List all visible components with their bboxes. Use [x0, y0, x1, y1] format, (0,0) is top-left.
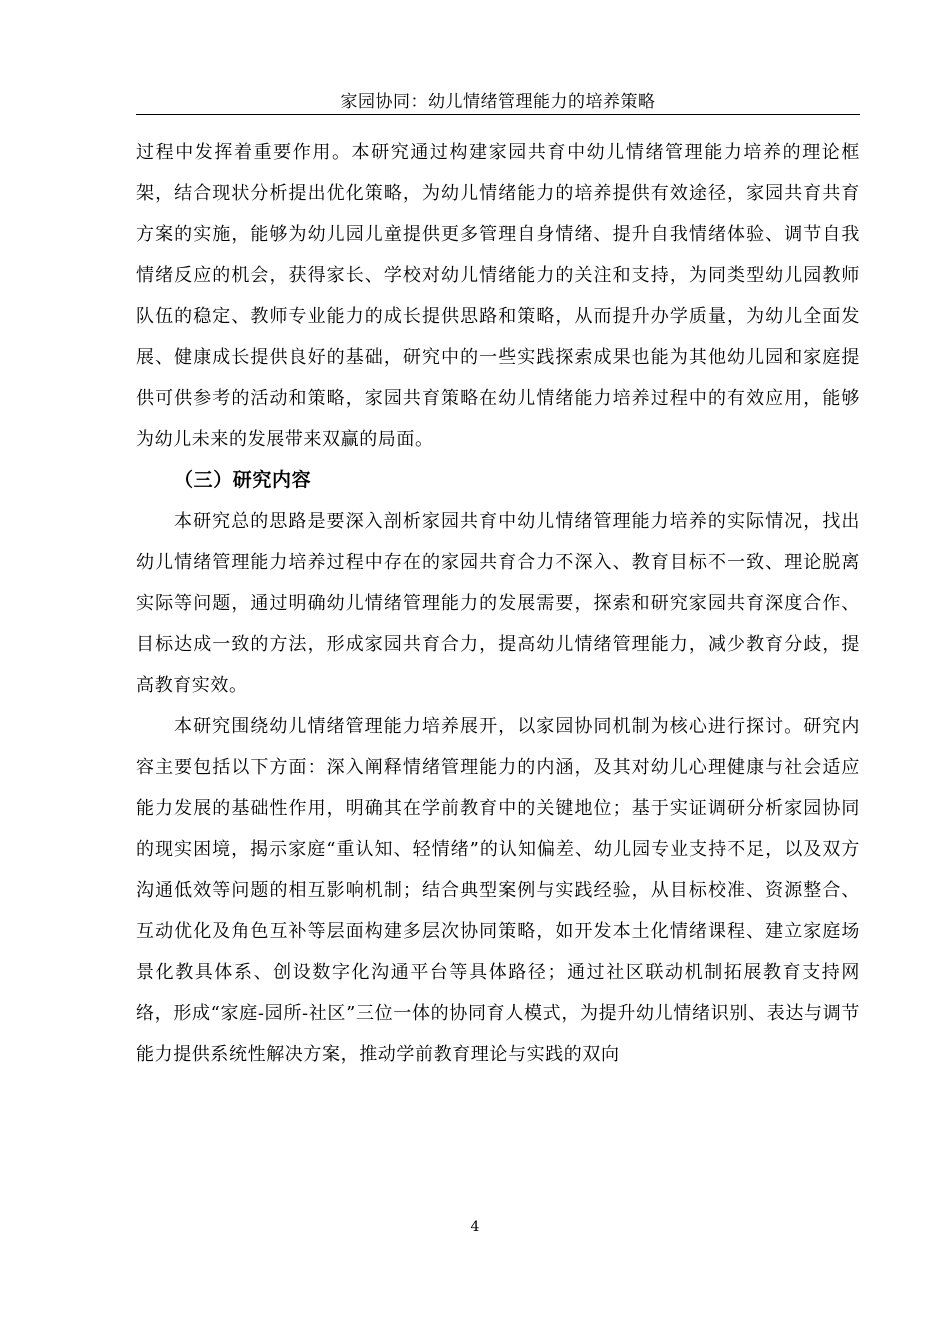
paragraph-research-approach: 本研究总的思路是要深入剖析家园共育中幼儿情绪管理能力培养的实际情况，找出幼儿情绪管理能力培养过程中存在的家园共育合力不深入、教育目标不一致、理论脱离实际等问题，通过明确幼儿情绪管理能力的发展需要，探索和研究家园共育深度合作、目标达成一致的方法，形成家园共育合力，提高幼儿情绪管理能力，减少教育分歧，提高教育实效。 — [136, 511, 860, 696]
body-text — [136, 132, 860, 1075]
paragraph-continuation: 过程中发挥着重要作用。本研究通过构建家园共育中幼儿情绪管理能力培养的理论框架，结合现状分析提出优化策略，为幼儿情绪能力的培养提供有效途径，家园共育共育方案的实施，能够为幼儿园儿童提供更多管理自身情绪、提升自我情绪体验、调节自我情绪反应的机会，获得家长、学校对幼儿情绪能力的关注和支持，为同类型幼儿园教师队伍的稳定、教师专业能力的成长提供思路和策略，从而提升办学质量，为幼儿全面发展、健康成长提供良好的基础，研究中的一些实践探索成果也能为其他幼儿园和家庭提供可供参考的活动和策略，家园共育策略在幼儿情绪能力培养过程中的有效应用，能够为幼儿未来的发展带来双赢的局面。 — [136, 142, 860, 450]
running-header: 家园协同：幼儿情绪管理能力的培养策略 — [340, 92, 656, 112]
paragraph-research-content: 本研究围绕幼儿情绪管理能力培养展开，以家园协同机制为核心进行探讨。研究内容主要包括以下方面：深入阐释情绪管理能力的内涵，及其对幼儿心理健康与社会适应能力发展的基础性作用，明确其在学前教育中的关键地位；基于实证调研分析家园协同的现实困境，揭示家庭“重认知、轻情绪”的认知偏差、幼儿园专业支持不足，以及双方沟通低效等问题的相互影响机制；结合典型案例与实践经验，从目标校准、资源整合、互动优化及角色互补等层面构建多层次协同策略，如开发本土化情绪课程、建立家庭场景化教具体系、创设数字化沟通平台等具体路径；通过社区联动机制拓展教育支持网络，形成“家庭-园所-社区”三位一体的协同育人模式，为提升幼儿情绪识别、表达与调节能力提供系统性解决方案，推动学前教育理论与实践的双向 — [136, 716, 860, 1065]
header-rule — [136, 114, 860, 115]
page-number: 4 — [470, 1219, 480, 1235]
section-heading: （三）研究内容 — [174, 469, 312, 491]
